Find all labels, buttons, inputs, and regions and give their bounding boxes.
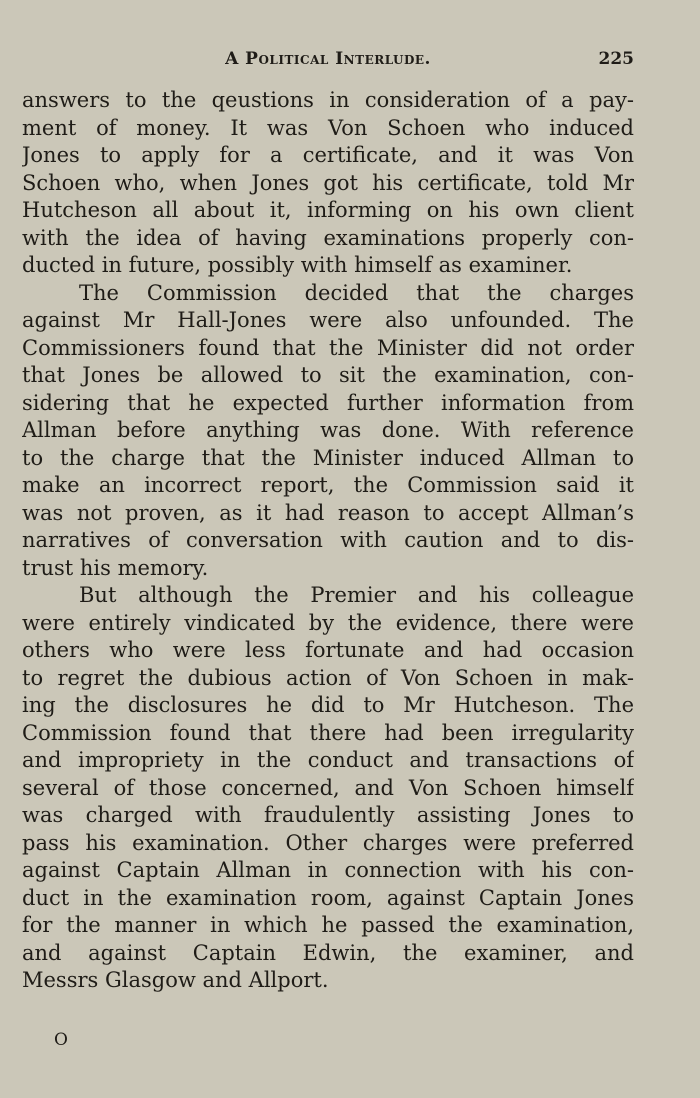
text-line: were entirely vindicated by the evidence, there were	[22, 610, 634, 635]
body-text	[22, 87, 634, 995]
text-line: Commission found that there had been irregularity	[22, 720, 634, 745]
text-line: answers to the qeustions in consideration of a pay-	[22, 88, 634, 112]
paragraph	[22, 280, 634, 583]
signature-mark: O	[54, 1030, 68, 1050]
text-line: Messrs Glasgow and Allport.	[22, 968, 329, 992]
text-line: against Mr Hall-Jones were also unfounded. The	[22, 308, 634, 332]
page-number: 225	[598, 49, 634, 69]
text-line: The Commission decided that the charges	[79, 280, 634, 305]
text-line: for the manner in which he passed the examination,	[22, 913, 634, 937]
text-line: trust his memory.	[22, 555, 209, 580]
paragraph	[22, 87, 634, 280]
text-line: pass his examination. Other charges were preferred	[22, 830, 634, 855]
text-line: ducted in future, possibly with himself as examiner.	[22, 253, 573, 277]
text-line: Hutcheson all about it, informing on his own client	[22, 198, 634, 222]
text-line: was charged with fraudulently assisting Jones to	[22, 803, 634, 827]
text-line: ing the disclosures he did to Mr Hutcheson. The	[22, 693, 634, 717]
text-line: that Jones be allowed to sit the examination, con-	[22, 363, 634, 387]
text-line: and impropriety in the conduct and transactions of	[22, 748, 634, 772]
text-line: But although the Premier and his colleague	[79, 583, 634, 607]
text-line: to the charge that the Minister induced Allman to	[22, 445, 634, 470]
text-line: against Captain Allman in connection with his con-	[22, 858, 634, 882]
text-line: with the idea of having examinations properly con-	[22, 225, 634, 250]
text-line: sidering that he expected further information from	[22, 390, 634, 415]
running-head-title: A Political Interlude.	[225, 49, 431, 69]
text-line: and against Captain Edwin, the examiner, and	[22, 940, 634, 965]
text-line: Allman before anything was done. With reference	[22, 418, 634, 442]
text-line: Schoen who, when Jones got his certificate, told Mr	[22, 170, 634, 195]
text-line: narratives of conversation with caution and to dis-	[22, 528, 634, 552]
paragraph	[22, 582, 634, 995]
text-line: make an incorrect report, the Commission said it	[22, 473, 634, 497]
text-line: was not proven, as it had reason to accept Allman’s	[22, 500, 634, 525]
text-line: others who were less fortunate and had occasion	[22, 638, 634, 662]
text-line: duct in the examination room, against Captain Jones	[22, 885, 634, 910]
running-head	[22, 49, 634, 73]
text-line: Commissioners found that the Minister did not order	[22, 335, 634, 360]
text-line: Jones to apply for a certificate, and it was Von	[22, 143, 634, 167]
text-line: several of those concerned, and Von Schoen himself	[22, 775, 634, 800]
text-line: ment of money. It was Von Schoen who induced	[22, 115, 634, 140]
text-line: to regret the dubious action of Von Schoen in mak-	[22, 665, 634, 690]
